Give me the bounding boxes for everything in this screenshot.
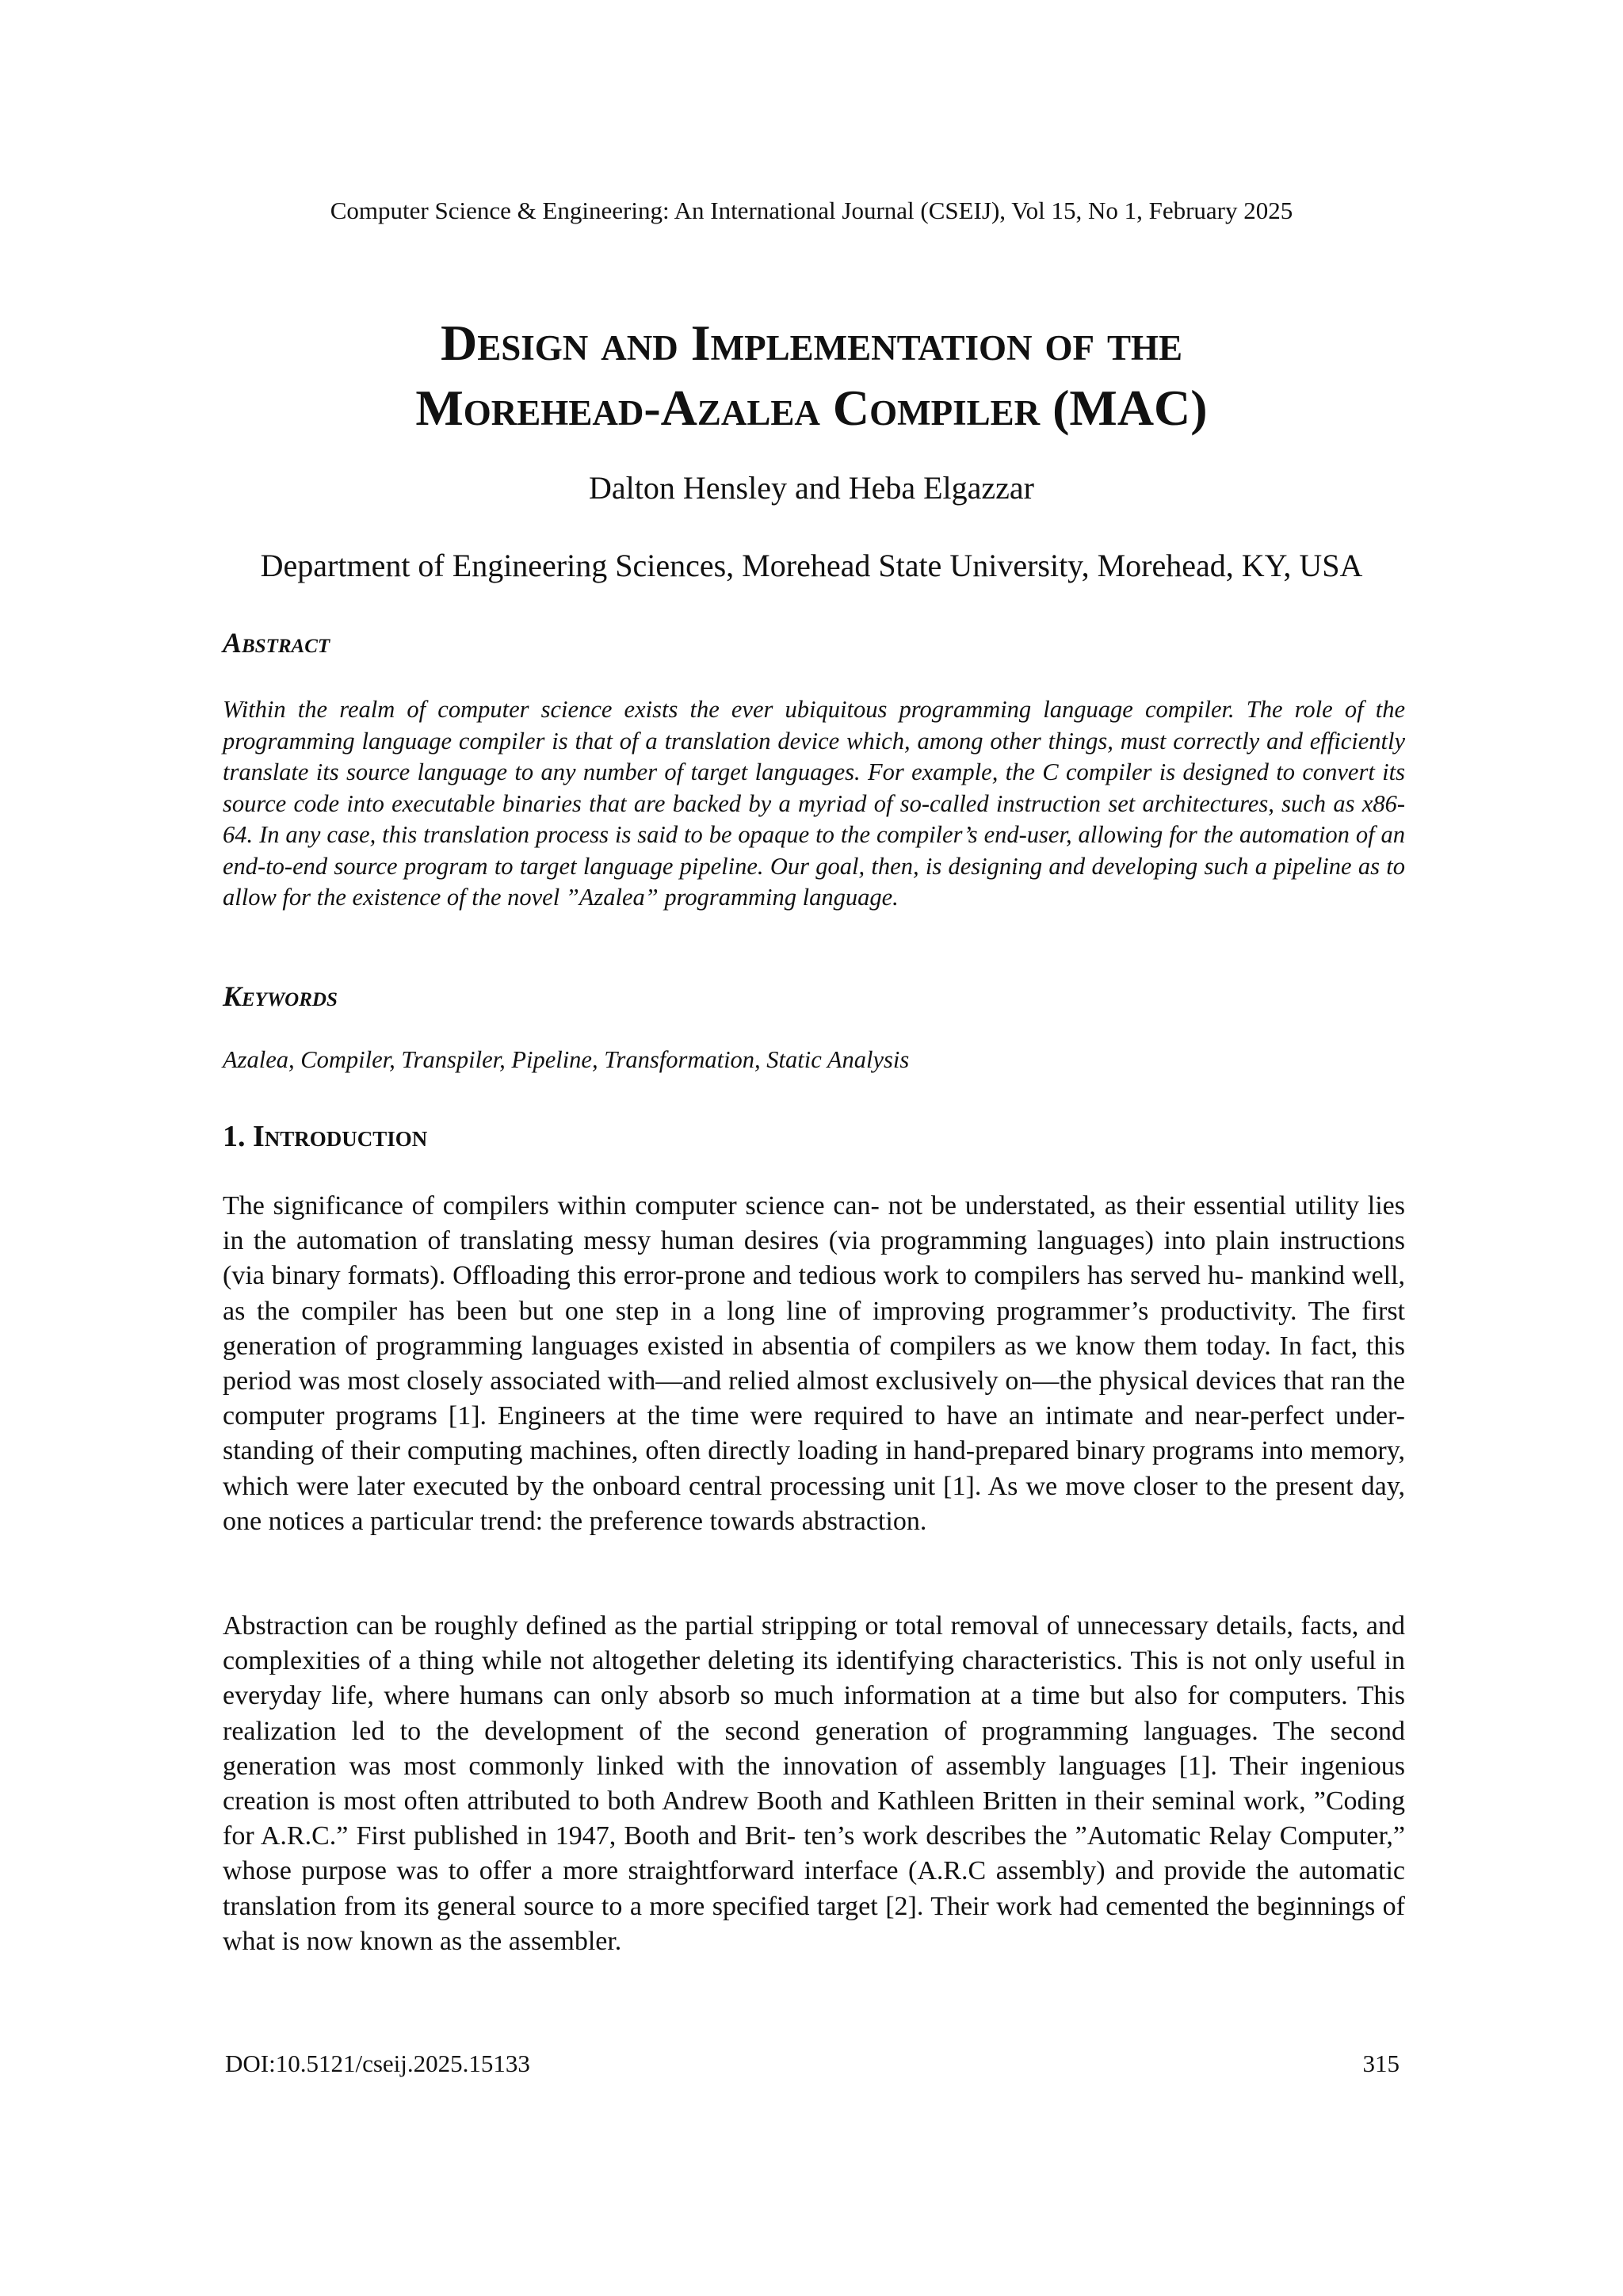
paper-title [0, 311, 1623, 441]
footer-doi: DOI:10.5121/cseij.2025.15133 [225, 2050, 530, 2077]
introduction-paragraph-2: Abstraction can be roughly defined as the partial stripping or total removal of unnecessary details, facts, and complexities of a thing while not altogether deleting its identifying characteristics. This is not only useful in everyday life, where humans can only absorb so much information at a time but also for computers. This realization led to the development of the second generation of programming languages. The second generation was most commonly linked with the innovation of assembly languages [1]. Their ingenious creation is most often attributed to both Andrew Booth and Kathleen Britten in their seminal work, ”Coding for A.R.C.” First published in 1947, Booth and Brit- ten’s work describes the ”Automatic Relay Computer,” whose purpose was to offer a more straightforward interface (A.R.C assembly) and provide the automatic translation from its general source to a more specified target [2]. Their work had cemented the beginnings of what is now known as the assembler. [223, 1611, 1405, 1956]
introduction-heading: 1. Introduction [223, 1120, 428, 1153]
abstract-text: Within the realm of computer science exists the ever ubiquitous programming language compiler. The role of the programming language compiler is that of a translation device which, among other things, must correctly and efficiently translate its source language to any number of target languages. For example, the C compiler is designed to convert its source code into executable binaries that are backed by a myriad of so-called instruction set architectures, such as x86-64. In any case, this translation process is said to be opaque to the compiler’s end-user, allowing for the automation of an end-to-end source program to target language pipeline. Our goal, then, is designing and developing such a pipeline as to allow for the existence of the novel ”Azalea” programming language. [223, 696, 1405, 911]
abstract-heading: Abstract [223, 627, 330, 659]
journal-running-head: Computer Science & Engineering: An International Journal (CSEIJ), Vol 15, No 1, February 2025 [330, 197, 1293, 224]
title-line-2: Morehead-Azalea Compiler (MAC) [415, 380, 1208, 436]
footer-page-number: 315 [1362, 2050, 1400, 2077]
introduction-paragraph-1: The significance of compilers within computer science can- not be understated, as their essential utility lies in the automation of translating messy human desires (via programming languages) into plain instructions (via binary formats). Offloading this error-prone and tedious work to compilers has served hu- mankind well, as the compiler has been but one step in a long line of improving programmer’s productivity. The first generation of programming languages existed in absentia of compilers as we know them today. In fact, this period was most closely associated with—and relied almost exclusively on—the physical devices that ran the computer programs [1]. Engineers at the time were required to have an intimate and near-perfect under- standing of their computing machines, often directly loading in hand-prepared binary programs into memory, which were later executed by the onboard central processing unit [1]. As we move closer to the present day, one notices a particular trend: the preference towards abstraction. [223, 1191, 1405, 1536]
title-line-1: Design and Implementation of the [440, 315, 1183, 371]
keywords-heading: Keywords [223, 980, 338, 1012]
author-affiliation: Department of Engineering Sciences, Morehead State University, Morehead, KY, USA [260, 548, 1363, 583]
author-list: Dalton Hensley and Heba Elgazzar [589, 470, 1034, 506]
keywords-text: Azalea, Compiler, Transpiler, Pipeline, Transformation, Static Analysis [223, 1046, 910, 1073]
